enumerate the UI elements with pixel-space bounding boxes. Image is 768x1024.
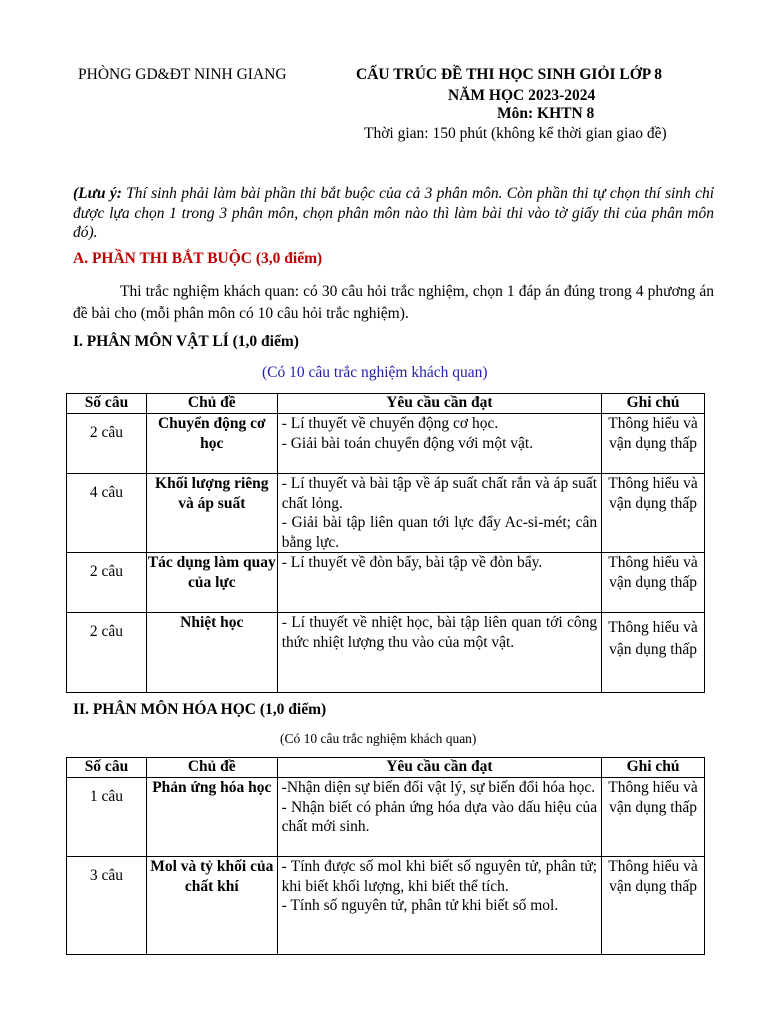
department-name: PHÒNG GD&ĐT NINH GIANG [78,66,287,83]
section-a-title: A. PHẦN THI BẮT BUỘC (3,0 điểm) [73,250,323,267]
row-requirement [277,553,601,613]
physics-table [66,393,705,693]
row-note: Thông hiểu và vận dụng thấp [602,553,705,613]
physics-title: I. PHÂN MÔN VẬT LÍ (1,0 điểm) [73,333,299,350]
row-requirement [277,414,601,474]
requirement-line: - Giải bài tập liên quan tới lực đẩy Ac-si-mét; cân bằng lực. [281,514,598,551]
row-count: 3 câu [67,857,147,955]
chemistry-table-header [67,758,705,778]
row-topic: Nhiệt học [146,613,277,693]
header-count: Số câu [67,758,147,778]
section-a-intro: Thi trắc nghiệm khách quan: có 30 câu hỏi trắc nghiệm, chọn 1 đáp án đúng trong 4 phương án đề bài cho (mỗi phân môn có 10 câu hỏi trắc nghiệm). [73,283,714,322]
chemistry-title: II. PHÂN MÔN HÓA HỌC (1,0 điểm) [73,701,327,718]
row-note: Thông hiểu và vận dụng thấp [602,857,705,955]
header-topic: Chủ đề [146,758,277,778]
row-note: Thông hiểu và vận dụng thấp [602,414,705,474]
row-requirement [277,857,601,955]
school-year: NĂM HỌC 2023-2024 [448,87,596,104]
requirement-line: - Nhận biết có phản ứng hóa dựa vào dấu hiệu của chất mới sinh. [281,798,598,835]
row-requirement [277,778,601,857]
physics-subtitle: (Có 10 câu trắc nghiệm khách quan) [262,364,488,381]
subject-label: Môn: KHTN 8 [497,105,595,122]
row-note: Thông hiểu và vận dụng thấp [602,474,705,553]
row-topic: Mol và tỷ khối của chất khí [146,857,277,955]
note-label: (Lưu ý: [73,185,122,202]
chemistry-table [66,757,705,955]
requirement-line: - Tính số nguyên tử, phân tử khi biết số mol. [281,897,559,914]
note-paragraph [73,184,714,243]
row-count: 2 câu [67,553,147,613]
exam-duration: Thời gian: 150 phút (không kể thời gian giao đề) [364,125,667,142]
row-count: 2 câu [67,414,147,474]
row-topic: Chuyển động cơ học [146,414,277,474]
row-count: 2 câu [67,613,147,693]
row-requirement [277,474,601,553]
document-title: CẤU TRÚC ĐỀ THI HỌC SINH GIỎI LỚP 8 [356,66,663,83]
table-row [67,857,705,955]
table-row [67,778,705,857]
requirement-line: - Giải bài toán chuyển động với một vật. [281,434,534,452]
row-count: 1 câu [67,778,147,857]
table-row [67,414,705,474]
table-row [67,553,705,613]
requirement-line: - Lí thuyết về đòn bẩy, bài tập về đòn bẩy. [281,554,543,571]
header-note: Ghi chú [602,394,705,414]
header-count: Số câu [67,394,147,414]
note-text: Thí sinh phải làm bài phần thi bắt buộc của cả 3 phân môn. Còn phần thi tự chọn thí sinh chỉ được lựa chọn 1 trong 3 phân môn, chọn phân môn nào thì làm bài thi vào tờ giấy thi của phân môn đó). [73,185,714,241]
physics-table-header [67,394,705,414]
chemistry-subtitle: (Có 10 câu trắc nghiệm khách quan) [280,731,477,746]
table-row [67,474,705,553]
header-topic: Chủ đề [146,394,277,414]
requirement-line: - Lí thuyết và bài tập về áp suất chất rắn và áp suất chất lỏng. [281,475,598,512]
table-row [67,613,705,693]
requirement-line: -Nhận diện sự biến đổi vật lý, sự biến đổi hóa học. [281,779,596,796]
row-count: 4 câu [67,474,147,553]
requirement-line: - Lí thuyết về chuyển động cơ học. [281,415,499,432]
header-requirement: Yêu cầu cần đạt [277,394,601,414]
row-note: Thông hiểu và vận dụng thấp [602,778,705,857]
row-topic: Tác dụng làm quay của lực [146,553,277,613]
header-note: Ghi chú [602,758,705,778]
requirement-line: - Lí thuyết về nhiệt học, bài tập liên quan tới công thức nhiệt lượng thu vào của một vật. [281,614,598,651]
row-topic: Phản ứng hóa học [146,778,277,857]
header-requirement: Yêu cầu cần đạt [277,758,601,778]
row-requirement [277,613,601,693]
row-note: Thông hiểu và vận dụng thấp [602,613,705,693]
row-topic: Khối lượng riêng và áp suất [146,474,277,553]
requirement-line: - Tính được số mol khi biết số nguyên tử, phân tử; khi biết khối lượng, khi biết thể tích. [281,858,598,895]
